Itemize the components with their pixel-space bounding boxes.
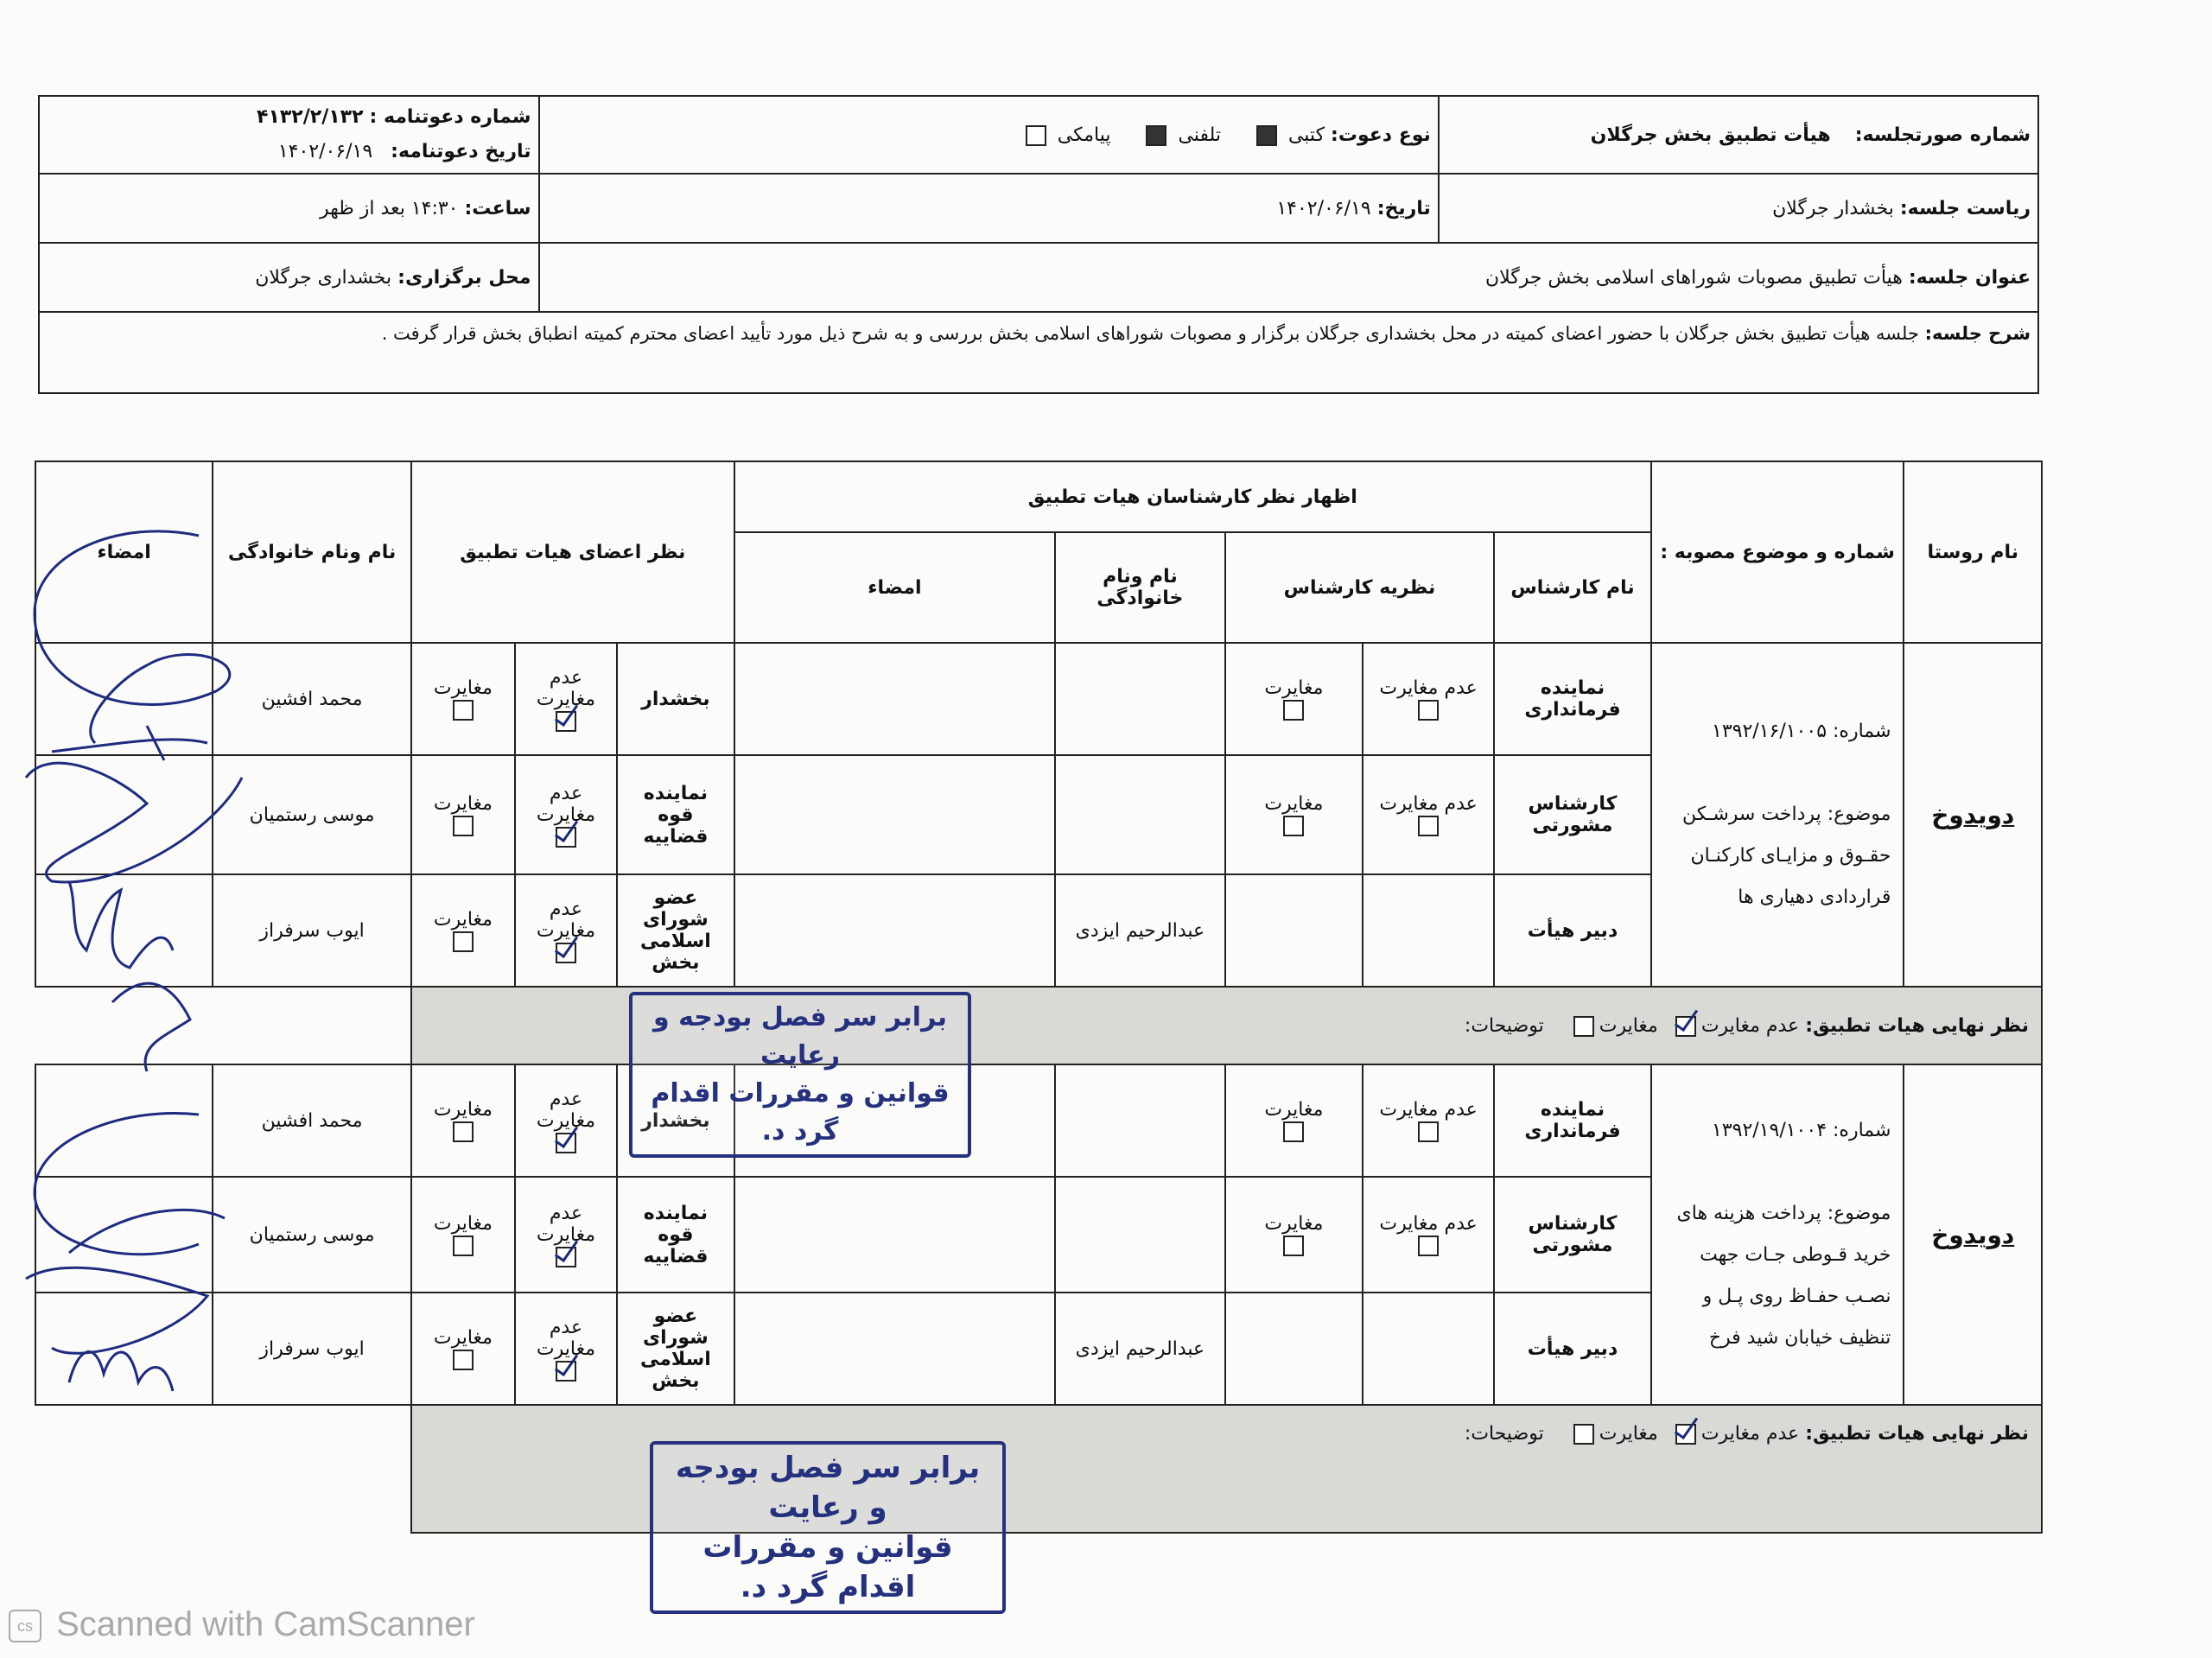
expert-fullname: عبدالرحیم ایزدی bbox=[1055, 1293, 1225, 1405]
time-label: ساعت: bbox=[464, 197, 531, 219]
venue-cell bbox=[39, 243, 539, 312]
member-no-conflict: عدم مغایرت bbox=[515, 755, 617, 874]
decisions-table bbox=[35, 461, 2043, 1534]
village-cell bbox=[1904, 643, 2042, 987]
member-role: بخشدار bbox=[617, 1064, 734, 1177]
subject-label: موضوع: bbox=[1827, 1203, 1891, 1224]
description-value: جلسه هیأت تطبیق بخش جرگلان با حضور اعضای کمیته در محل بخشداری جرگلان برگزار و مصوبات شوراهای اسلامی بخش بررسی و به شرح ذیل مورد تأیید اعضای محترم کمیته انطباق بخش قرار گرفت . bbox=[381, 323, 1919, 344]
subject-number: ۱۳۹۲/۱۶/۱۰۰۵ bbox=[1712, 721, 1827, 742]
col-members-fullname-header: نام ونام خانوادگی bbox=[213, 461, 411, 643]
expert-no-conflict: عدم مغایرت bbox=[1363, 755, 1494, 874]
col-expert-name-header: نام کارشناس bbox=[1494, 532, 1651, 643]
camscanner-text: Scanned with CamScanner bbox=[56, 1605, 475, 1643]
village-cell bbox=[1904, 1064, 2042, 1405]
invite-type-label: نوع دعوت: bbox=[1331, 124, 1431, 146]
signature-stroke bbox=[112, 983, 190, 1071]
expert-no-conflict bbox=[1363, 874, 1494, 987]
expert-no-conflict: عدم مغایرت bbox=[1363, 643, 1494, 755]
signature-stroke bbox=[26, 1267, 207, 1353]
expert-conflict: مغایرت bbox=[1225, 755, 1363, 874]
member-no-conflict-checkbox[interactable] bbox=[556, 1133, 576, 1153]
expert-conflict-checkbox[interactable] bbox=[1283, 1121, 1304, 1142]
member-no-conflict-checkbox[interactable] bbox=[556, 711, 576, 732]
invite-phone-checkbox bbox=[1146, 125, 1166, 146]
expert-title: دبیر هیأت bbox=[1494, 1293, 1651, 1405]
expert-no-conflict-checkbox[interactable] bbox=[1418, 1121, 1439, 1142]
expert-no-conflict-checkbox[interactable] bbox=[1418, 816, 1439, 836]
final-conflict-checkbox[interactable] bbox=[1573, 1016, 1594, 1037]
date-value: ۱۴۰۲/۰۶/۱۹ bbox=[1276, 197, 1371, 219]
expert-no-conflict: عدم مغایرت bbox=[1363, 1064, 1494, 1177]
minutes-number-cell bbox=[1439, 96, 2038, 174]
title-cell bbox=[539, 243, 2038, 312]
invite-written-label: کتبی bbox=[1287, 124, 1325, 146]
member-fullname: موسی رستمیان bbox=[213, 1177, 411, 1293]
signature-stroke bbox=[69, 1210, 225, 1253]
date-label: تاریخ: bbox=[1376, 197, 1431, 219]
member-no-conflict: عدم مغایرت bbox=[515, 1177, 617, 1293]
expert-no-conflict bbox=[1363, 1293, 1494, 1405]
camscanner-logo-icon: cs bbox=[9, 1610, 41, 1642]
final-no-conflict-checkbox[interactable] bbox=[1675, 1424, 1696, 1445]
member-fullname: محمد افشین bbox=[213, 1064, 411, 1177]
final-opinion-cell: نظر نهایی هیات تطبیق: عدم مغایرت مغایرت توضیحات: bbox=[411, 987, 2042, 1064]
expert-title: کارشناس مشورتی bbox=[1494, 755, 1651, 874]
time-value: ۱۴:۳۰ بعد از ظهر bbox=[320, 197, 459, 219]
member-fullname: ایوب سرفراز bbox=[213, 874, 411, 987]
expert-signature bbox=[734, 1293, 1055, 1405]
member-fullname: محمد افشین bbox=[213, 643, 411, 755]
venue-value: بخشداری جرگلان bbox=[255, 266, 392, 289]
expert-fullname bbox=[1055, 1064, 1225, 1177]
expert-signature bbox=[734, 755, 1055, 874]
expert-fullname bbox=[1055, 755, 1225, 874]
member-conflict: مغایرت bbox=[411, 874, 515, 987]
camscanner-watermark bbox=[9, 1605, 475, 1644]
final-opinion-label: نظر نهایی هیات تطبیق: bbox=[1805, 1014, 2029, 1037]
subject-number-label: شماره: bbox=[1833, 721, 1891, 742]
member-role: نماینده قوه قضاییه bbox=[617, 1177, 734, 1293]
expert-fullname: عبدالرحیم ایزدی bbox=[1055, 874, 1225, 987]
col-expert-opinion-header: نظریه کارشناس bbox=[1225, 532, 1494, 643]
member-no-conflict: عدم مغایرت bbox=[515, 643, 617, 755]
col-expert-fullname-header: نام ونام خانوادگی bbox=[1055, 532, 1225, 643]
col-members-opinion-header: نظر اعضای هیات تطبیق bbox=[411, 461, 734, 643]
expert-no-conflict-checkbox[interactable] bbox=[1418, 1236, 1439, 1256]
invite-sms-checkbox bbox=[1026, 125, 1046, 146]
member-conflict: مغایرت bbox=[411, 1293, 515, 1405]
expert-fullname bbox=[1055, 643, 1225, 755]
signature-stroke bbox=[69, 881, 173, 968]
member-no-conflict-checkbox[interactable] bbox=[556, 943, 576, 963]
member-conflict: مغایرت bbox=[411, 643, 515, 755]
chair-value: بخشدار جرگلان bbox=[1772, 197, 1894, 219]
title-label: عنوان جلسه: bbox=[1908, 266, 2031, 289]
signature-stroke bbox=[26, 763, 242, 882]
table-row bbox=[35, 1064, 2042, 1177]
member-role: عضو شورای اسلامی بخش bbox=[617, 874, 734, 987]
expert-conflict bbox=[1225, 1293, 1363, 1405]
final-opinion-label: نظر نهایی هیات تطبیق: bbox=[1805, 1423, 2029, 1445]
col-expert-signature-header: امضاء bbox=[734, 532, 1055, 643]
member-role: عضو شورای اسلامی بخش bbox=[617, 1293, 734, 1405]
member-role: نماینده قوه قضاییه bbox=[617, 755, 734, 874]
board-name: هیأت تطبیق بخش جرگلان bbox=[1590, 124, 1831, 146]
subject-label: موضوع: bbox=[1827, 804, 1891, 825]
member-conflict-checkbox[interactable] bbox=[453, 1236, 474, 1256]
invite-sms-label: پیامکی bbox=[1057, 124, 1111, 146]
expert-no-conflict-checkbox[interactable] bbox=[1418, 700, 1439, 721]
venue-label: محل برگزاری: bbox=[397, 266, 531, 289]
col-subject-header: شماره و موضوع مصوبه : bbox=[1651, 461, 1904, 643]
date-cell bbox=[539, 174, 1439, 243]
expert-no-conflict: عدم مغایرت bbox=[1363, 1177, 1494, 1293]
expert-signature bbox=[734, 1177, 1055, 1293]
member-no-conflict-checkbox[interactable] bbox=[556, 1247, 576, 1267]
signature-stroke bbox=[35, 531, 230, 743]
subject-number-label: شماره: bbox=[1833, 1120, 1891, 1141]
village-name: دویدوخ bbox=[1931, 800, 2015, 829]
table-row bbox=[35, 643, 2042, 755]
final-opinion-row bbox=[35, 1405, 2042, 1533]
expert-conflict-checkbox[interactable] bbox=[1283, 1236, 1304, 1256]
description-cell bbox=[39, 312, 2038, 393]
expert-title: دبیر هیأت bbox=[1494, 874, 1651, 987]
expert-signature bbox=[734, 643, 1055, 755]
member-no-conflict: عدم مغایرت bbox=[515, 1293, 617, 1405]
expert-conflict bbox=[1225, 874, 1363, 987]
final-opinion-row bbox=[35, 987, 2042, 1064]
member-no-conflict: عدم مغایرت bbox=[515, 1064, 617, 1177]
member-no-conflict: عدم مغایرت bbox=[515, 874, 617, 987]
header-table bbox=[38, 95, 2039, 394]
title-value: هیأت تطبیق مصوبات شوراهای اسلامی بخش جرگلان bbox=[1484, 266, 1903, 289]
invitation-cell bbox=[39, 96, 539, 174]
member-conflict-checkbox[interactable] bbox=[453, 1350, 474, 1370]
notes-label: توضیحات: bbox=[1464, 1014, 1544, 1037]
chair-label: ریاست جلسه: bbox=[1899, 197, 2031, 219]
expert-title: کارشناس مشورتی bbox=[1494, 1177, 1651, 1293]
col-experts-header: اظهار نظر کارشناسان هیات تطبیق bbox=[734, 461, 1651, 532]
final-opinion-cell: نظر نهایی هیات تطبیق: عدم مغایرت مغایرت توضیحات: bbox=[411, 1405, 2042, 1533]
invite-phone-label: تلفنی bbox=[1178, 124, 1221, 146]
col-village-header: نام روستا bbox=[1904, 461, 2042, 643]
subject-cell bbox=[1651, 643, 1904, 987]
signatures bbox=[17, 518, 276, 1434]
notes-label: توضیحات: bbox=[1464, 1423, 1544, 1445]
member-conflict: مغایرت bbox=[411, 755, 515, 874]
member-conflict-checkbox[interactable] bbox=[453, 1121, 474, 1142]
expert-conflict-checkbox[interactable] bbox=[1283, 816, 1304, 836]
member-fullname: ایوب سرفراز bbox=[213, 1293, 411, 1405]
signature-stroke bbox=[35, 1113, 199, 1254]
signature-stroke bbox=[69, 1352, 173, 1391]
expert-title: نماینده فرمانداری bbox=[1494, 1064, 1651, 1177]
invite-type-cell bbox=[539, 96, 1439, 174]
member-fullname: موسی رستمیان bbox=[213, 755, 411, 874]
subject-text: پرداخت سرشـکن حقـوق و مزایـای کارکنـان قراردادی دهیاری ها bbox=[1681, 804, 1891, 908]
time-cell bbox=[39, 174, 539, 243]
expert-signature bbox=[734, 874, 1055, 987]
subject-text: پرداخت هزینه های خرید قـوطی جـات جهت نصـب حفـاظ روی پـل و تنظیف خیابان شید فرخ bbox=[1676, 1203, 1891, 1349]
minutes-number-label: شماره صورتجلسه: bbox=[1854, 124, 2031, 146]
expert-conflict: مغایرت bbox=[1225, 1177, 1363, 1293]
expert-conflict: مغایرت bbox=[1225, 643, 1363, 755]
col-members-signature-header: امضاء bbox=[35, 461, 213, 643]
member-role: بخشدار bbox=[617, 643, 734, 755]
final-conflict-checkbox[interactable] bbox=[1573, 1424, 1594, 1445]
approval-stamp: برابر سر فصل بودجه و رعایت قوانین و مقررات اقدام گرد د. bbox=[650, 1441, 1006, 1614]
invite-written-checkbox bbox=[1256, 125, 1277, 146]
subject-cell bbox=[1651, 1064, 1904, 1405]
invitation-date: ۱۴۰۲/۰۶/۱۹ bbox=[277, 141, 373, 162]
member-conflict-checkbox[interactable] bbox=[453, 700, 474, 721]
member-conflict-checkbox[interactable] bbox=[453, 931, 474, 952]
expert-conflict: مغایرت bbox=[1225, 1064, 1363, 1177]
expert-conflict-checkbox[interactable] bbox=[1283, 700, 1304, 721]
chair-cell bbox=[1439, 174, 2038, 243]
member-no-conflict-checkbox[interactable] bbox=[556, 827, 576, 848]
approval-stamp: برابر سر فصل بودجه و رعایت قوانین و مقررات اقدام گرد د. bbox=[629, 992, 971, 1158]
final-no-conflict-checkbox[interactable] bbox=[1675, 1016, 1696, 1037]
signature-stroke bbox=[52, 726, 207, 760]
member-conflict-checkbox[interactable] bbox=[453, 816, 474, 836]
invitation-number: ۴۱۳۲/۲/۱۳۲ bbox=[257, 106, 364, 128]
member-conflict: مغایرت bbox=[411, 1177, 515, 1293]
member-no-conflict-checkbox[interactable] bbox=[556, 1361, 576, 1382]
expert-fullname bbox=[1055, 1177, 1225, 1293]
expert-title: نماینده فرمانداری bbox=[1494, 643, 1651, 755]
subject-number: ۱۳۹۲/۱۹/۱۰۰۴ bbox=[1712, 1120, 1827, 1141]
invitation-date-label: تاریخ دعوتنامه: bbox=[391, 141, 531, 162]
description-label: شرح جلسه: bbox=[1924, 323, 2031, 344]
invitation-number-label: شماره دعوتنامه : bbox=[369, 106, 531, 128]
village-name: دویدوخ bbox=[1931, 1220, 2015, 1249]
member-conflict: مغایرت bbox=[411, 1064, 515, 1177]
